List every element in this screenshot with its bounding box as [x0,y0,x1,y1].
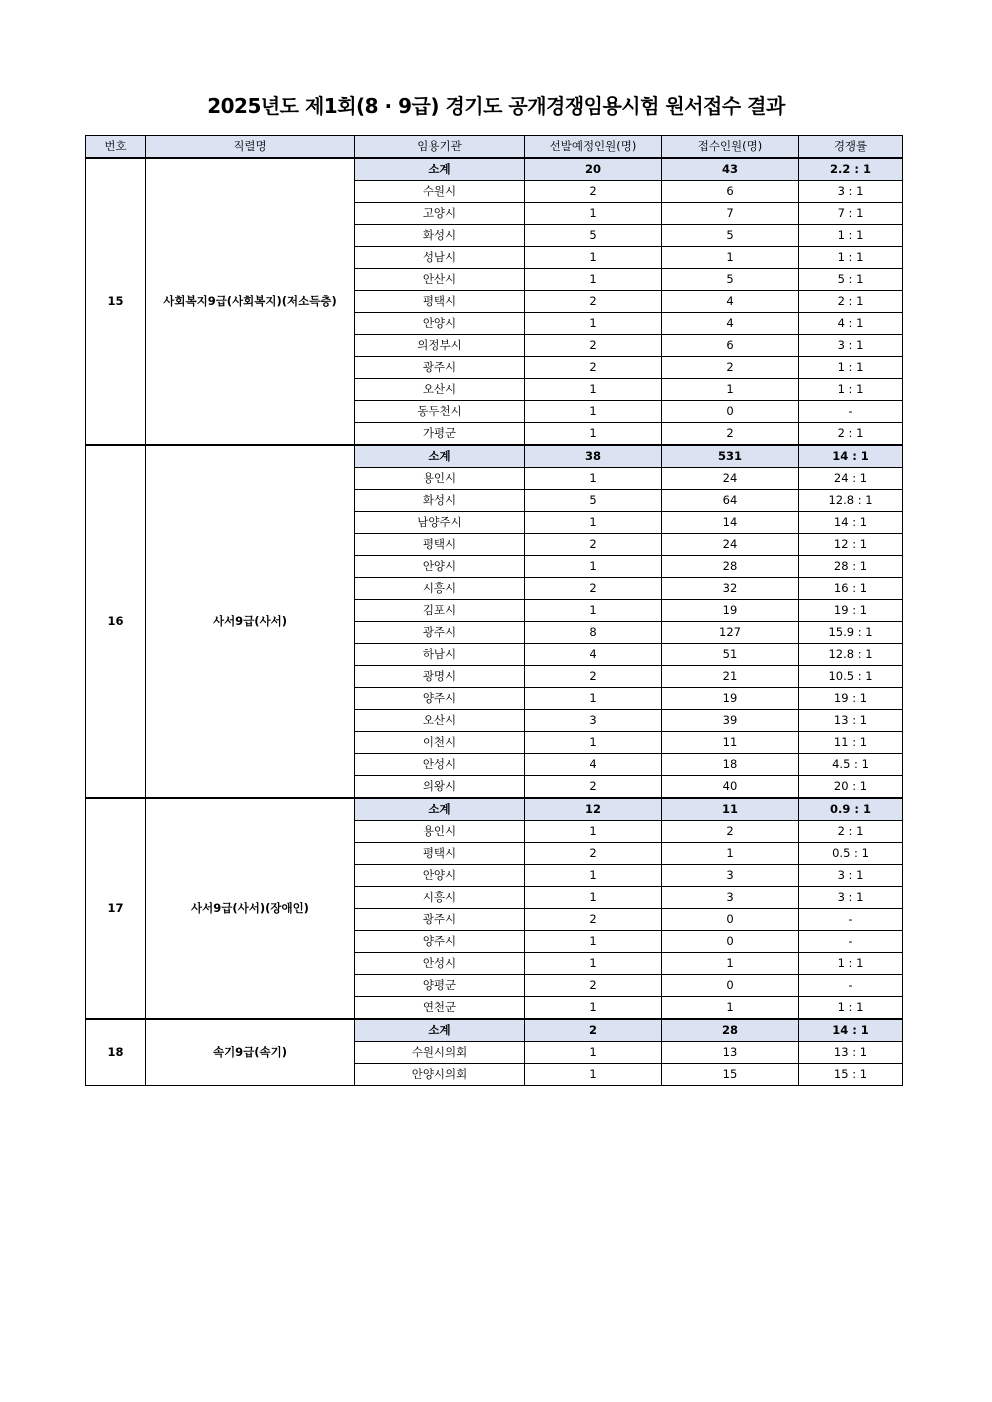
applied-cell: 1 [662,379,799,401]
agency-cell: 남양주시 [355,512,525,534]
agency-cell: 용인시 [355,821,525,843]
agency-cell: 안산시 [355,269,525,291]
applied-cell: 15 [662,1064,799,1086]
planned-cell: 2 [525,666,662,688]
planned-cell: 1 [525,269,662,291]
subtotal-planned: 38 [525,445,662,468]
agency-cell: 광주시 [355,909,525,931]
ratio-cell: 11 : 1 [799,732,903,754]
applied-cell: 1 [662,953,799,975]
planned-cell: 4 [525,644,662,666]
group-number: 18 [86,1019,146,1086]
ratio-cell: 3 : 1 [799,865,903,887]
applied-cell: 39 [662,710,799,732]
ratio-cell: 19 : 1 [799,600,903,622]
agency-cell: 광주시 [355,622,525,644]
applied-cell: 19 [662,688,799,710]
applied-cell: 1 [662,997,799,1020]
agency-cell: 안성시 [355,953,525,975]
planned-cell: 2 [525,776,662,799]
subtotal-planned: 2 [525,1019,662,1042]
subtotal-planned: 12 [525,798,662,821]
planned-cell: 1 [525,468,662,490]
ratio-cell: 2 : 1 [799,291,903,313]
planned-cell: 1 [525,953,662,975]
applied-cell: 0 [662,975,799,997]
ratio-cell: 1 : 1 [799,379,903,401]
ratio-cell: - [799,931,903,953]
applied-cell: 21 [662,666,799,688]
planned-cell: 1 [525,512,662,534]
group-number: 15 [86,158,146,445]
agency-cell: 시흥시 [355,887,525,909]
applied-cell: 6 [662,335,799,357]
ratio-cell: 4 : 1 [799,313,903,335]
planned-cell: 1 [525,203,662,225]
agency-cell: 오산시 [355,379,525,401]
planned-cell: 2 [525,843,662,865]
group-number: 16 [86,445,146,798]
applied-cell: 3 [662,865,799,887]
planned-cell: 1 [525,313,662,335]
subtotal-ratio: 14 : 1 [799,445,903,468]
group-job-title: 사회복지9급(사회복지)(저소득층) [146,158,355,445]
group-job-title: 사서9급(사서) [146,445,355,798]
agency-cell: 광명시 [355,666,525,688]
agency-cell: 화성시 [355,225,525,247]
ratio-cell: 19 : 1 [799,688,903,710]
group-job-title: 사서9급(사서)(장애인) [146,798,355,1019]
agency-cell: 김포시 [355,600,525,622]
planned-cell: 3 [525,710,662,732]
subtotal-applied: 531 [662,445,799,468]
agency-cell: 안양시 [355,556,525,578]
agency-cell: 양주시 [355,688,525,710]
applied-cell: 11 [662,732,799,754]
applied-cell: 40 [662,776,799,799]
planned-cell: 2 [525,975,662,997]
agency-cell: 수원시 [355,181,525,203]
agency-cell: 하남시 [355,644,525,666]
header-row [86,136,903,159]
agency-cell: 양주시 [355,931,525,953]
applied-cell: 0 [662,931,799,953]
planned-cell: 1 [525,865,662,887]
agency-cell: 안성시 [355,754,525,776]
ratio-cell: - [799,975,903,997]
agency-cell: 고양시 [355,203,525,225]
agency-cell: 이천시 [355,732,525,754]
subtotal-label: 소계 [355,158,525,181]
subtotal-planned: 20 [525,158,662,181]
ratio-cell: 13 : 1 [799,1042,903,1064]
planned-cell: 5 [525,225,662,247]
ratio-cell: 16 : 1 [799,578,903,600]
subtotal-applied: 11 [662,798,799,821]
agency-cell: 시흥시 [355,578,525,600]
agency-cell: 의왕시 [355,776,525,799]
ratio-cell: 28 : 1 [799,556,903,578]
agency-cell: 평택시 [355,843,525,865]
subtotal-ratio: 2.2 : 1 [799,158,903,181]
ratio-cell: 1 : 1 [799,953,903,975]
planned-cell: 2 [525,291,662,313]
applied-cell: 4 [662,291,799,313]
applied-cell: 19 [662,600,799,622]
planned-cell: 1 [525,732,662,754]
applied-cell: 2 [662,821,799,843]
applied-cell: 51 [662,644,799,666]
applied-cell: 5 [662,269,799,291]
applied-cell: 4 [662,313,799,335]
applied-cell: 64 [662,490,799,512]
applied-cell: 1 [662,843,799,865]
ratio-cell: 1 : 1 [799,997,903,1020]
applied-cell: 13 [662,1042,799,1064]
planned-cell: 8 [525,622,662,644]
planned-cell: 1 [525,887,662,909]
agency-cell: 안양시의회 [355,1064,525,1086]
agency-cell: 화성시 [355,490,525,512]
ratio-cell: 7 : 1 [799,203,903,225]
header-job: 직렬명 [146,136,355,159]
planned-cell: 1 [525,379,662,401]
planned-cell: 4 [525,754,662,776]
results-table [85,135,903,1086]
header-applied: 접수인원(명) [662,136,799,159]
planned-cell: 2 [525,357,662,379]
agency-cell: 가평군 [355,423,525,446]
ratio-cell: 5 : 1 [799,269,903,291]
applied-cell: 6 [662,181,799,203]
agency-cell: 수원시의회 [355,1042,525,1064]
ratio-cell: 2 : 1 [799,821,903,843]
applied-cell: 7 [662,203,799,225]
subtotal-label: 소계 [355,1019,525,1042]
subtotal-row [86,158,903,181]
planned-cell: 1 [525,401,662,423]
planned-cell: 1 [525,1064,662,1086]
applied-cell: 2 [662,423,799,446]
agency-cell: 광주시 [355,357,525,379]
ratio-cell: 3 : 1 [799,887,903,909]
subtotal-label: 소계 [355,445,525,468]
ratio-cell: 20 : 1 [799,776,903,799]
ratio-cell: 10.5 : 1 [799,666,903,688]
ratio-cell: 4.5 : 1 [799,754,903,776]
agency-cell: 평택시 [355,534,525,556]
planned-cell: 1 [525,556,662,578]
planned-cell: 1 [525,423,662,446]
agency-cell: 양평군 [355,975,525,997]
ratio-cell: 2 : 1 [799,423,903,446]
agency-cell: 안양시 [355,865,525,887]
subtotal-row [86,445,903,468]
ratio-cell: 13 : 1 [799,710,903,732]
planned-cell: 1 [525,1042,662,1064]
applied-cell: 14 [662,512,799,534]
ratio-cell: 3 : 1 [799,335,903,357]
table-header [86,136,903,159]
agency-cell: 안양시 [355,313,525,335]
applied-cell: 32 [662,578,799,600]
applied-cell: 28 [662,556,799,578]
subtotal-ratio: 14 : 1 [799,1019,903,1042]
planned-cell: 2 [525,181,662,203]
ratio-cell: 15.9 : 1 [799,622,903,644]
planned-cell: 2 [525,534,662,556]
agency-cell: 연천군 [355,997,525,1020]
ratio-cell: 12.8 : 1 [799,490,903,512]
applied-cell: 1 [662,247,799,269]
applied-cell: 24 [662,468,799,490]
planned-cell: 2 [525,578,662,600]
agency-cell: 성남시 [355,247,525,269]
planned-cell: 1 [525,688,662,710]
applied-cell: 24 [662,534,799,556]
applied-cell: 5 [662,225,799,247]
applied-cell: 3 [662,887,799,909]
planned-cell: 5 [525,490,662,512]
ratio-cell: 12.8 : 1 [799,644,903,666]
group-number: 17 [86,798,146,1019]
ratio-cell: 24 : 1 [799,468,903,490]
applied-cell: 2 [662,357,799,379]
planned-cell: 1 [525,997,662,1020]
applied-cell: 0 [662,401,799,423]
subtotal-label: 소계 [355,798,525,821]
agency-cell: 오산시 [355,710,525,732]
page-title: 2025년도 제1회(8 · 9급) 경기도 공개경쟁임용시험 원서접수 결과 [207,94,785,118]
subtotal-applied: 43 [662,158,799,181]
planned-cell: 1 [525,931,662,953]
table-body [86,158,903,1086]
subtotal-row [86,798,903,821]
planned-cell: 1 [525,600,662,622]
agency-cell: 의정부시 [355,335,525,357]
ratio-cell: 3 : 1 [799,181,903,203]
applied-cell: 127 [662,622,799,644]
ratio-cell: 1 : 1 [799,247,903,269]
subtotal-row [86,1019,903,1042]
header-planned: 선발예정인원(명) [525,136,662,159]
agency-cell: 동두천시 [355,401,525,423]
subtotal-applied: 28 [662,1019,799,1042]
header-agency: 임용기관 [355,136,525,159]
ratio-cell: 12 : 1 [799,534,903,556]
ratio-cell: - [799,401,903,423]
subtotal-ratio: 0.9 : 1 [799,798,903,821]
group-job-title: 속기9급(속기) [146,1019,355,1086]
ratio-cell: 1 : 1 [799,357,903,379]
planned-cell: 2 [525,335,662,357]
ratio-cell: 14 : 1 [799,512,903,534]
ratio-cell: 0.5 : 1 [799,843,903,865]
header-number: 번호 [86,136,146,159]
agency-cell: 평택시 [355,291,525,313]
planned-cell: 1 [525,247,662,269]
planned-cell: 2 [525,909,662,931]
planned-cell: 1 [525,821,662,843]
ratio-cell: - [799,909,903,931]
agency-cell: 용인시 [355,468,525,490]
applied-cell: 0 [662,909,799,931]
applied-cell: 18 [662,754,799,776]
header-ratio: 경쟁률 [799,136,903,159]
ratio-cell: 15 : 1 [799,1064,903,1086]
ratio-cell: 1 : 1 [799,225,903,247]
